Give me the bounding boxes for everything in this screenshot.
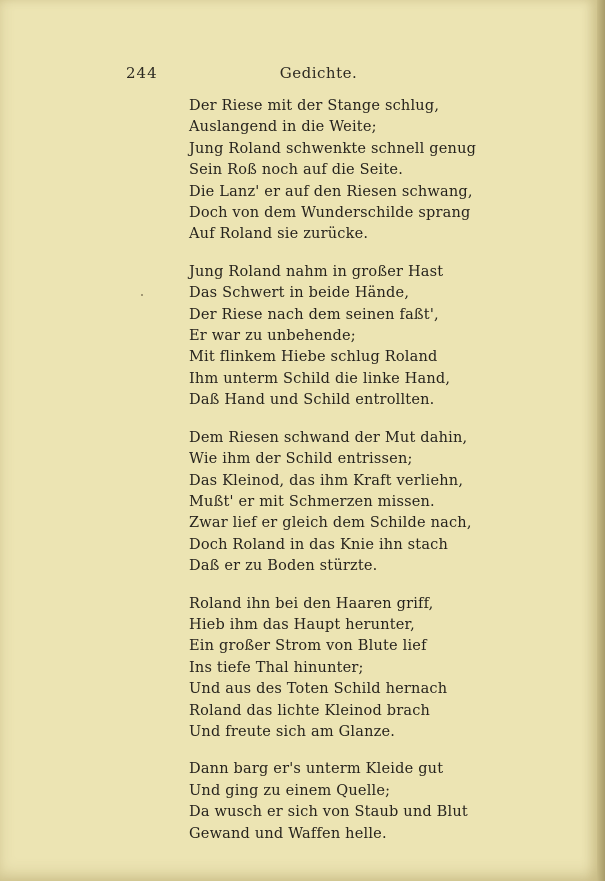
poem-line: Doch von dem Wunderschilde sprang [189,205,471,222]
poem-line: Der Riese nach dem seinen faßt', [189,306,439,323]
stanza [189,96,519,246]
poem-line: Daß Hand und Schild entrollten. [189,392,435,409]
poem-line: Roland ihn bei den Haaren griff, [189,595,434,612]
page-header [0,64,597,86]
poem [189,96,519,861]
stanza [189,759,519,845]
poem-line: Die Lanz' er auf den Riesen schwang, [189,183,473,200]
poem-line: Auf Roland sie zurücke. [189,226,369,243]
poem-line: Der Riese mit der Stange schlug, [189,98,440,114]
poem-line: Und ging zu einem Quelle; [189,782,391,799]
stanza [189,428,519,578]
poem-line: Und freute sich am Glanze. [189,723,396,740]
poem-line: Dann barg er's unterm Kleide gut [189,761,444,778]
poem-line: Mit flinkem Hiebe schlug Roland [189,349,438,366]
poem-line: Mußt' er mit Schmerzen missen. [189,493,435,510]
poem-line: Und aus des Toten Schild hernach [189,681,448,698]
poem-line: Zwar lief er gleich dem Schilde nach, [189,515,472,532]
poem-line: Daß er zu Boden stürzte. [189,558,378,575]
stanza [189,594,519,744]
stanza [189,262,519,412]
poem-line: Auslangend in die Weite; [189,119,377,136]
page-number: 244 [126,64,158,82]
poem-line: Roland das lichte Kleinod brach [189,702,431,719]
poem-line: Jung Roland nahm in großer Hast [189,263,444,280]
poem-line: Dem Riesen schwand der Mut dahin, [189,429,468,446]
poem-line: Hieb ihm das Haupt herunter, [189,616,415,633]
poem-line: Ihm unterm Schild die linke Hand, [189,370,451,387]
poem-line: Da wusch er sich von Staub und Blut [189,804,468,821]
poem-line: Das Schwert in beide Hände, [189,285,410,302]
poem-line: Er war zu unbehende; [189,328,356,345]
poem-line: Wie ihm der Schild entrissen; [189,451,413,468]
paper-speck [141,294,143,296]
running-title: Gedichte. [279,64,358,82]
poem-line: Das Kleinod, das ihm Kraft verliehn, [189,472,464,489]
poem-line: Ein großer Strom von Blute lief [189,638,427,655]
poem-line: Jung Roland schwenkte schnell genug [189,140,477,157]
poem-line: Sein Roß noch auf die Seite. [189,162,404,179]
poem-line: Doch Roland in das Knie ihn stach [189,536,449,553]
poem-line: Gewand und Waffen helle. [189,825,387,842]
poem-line: Ins tiefe Thal hinunter; [189,659,364,676]
page-edge [597,0,605,881]
